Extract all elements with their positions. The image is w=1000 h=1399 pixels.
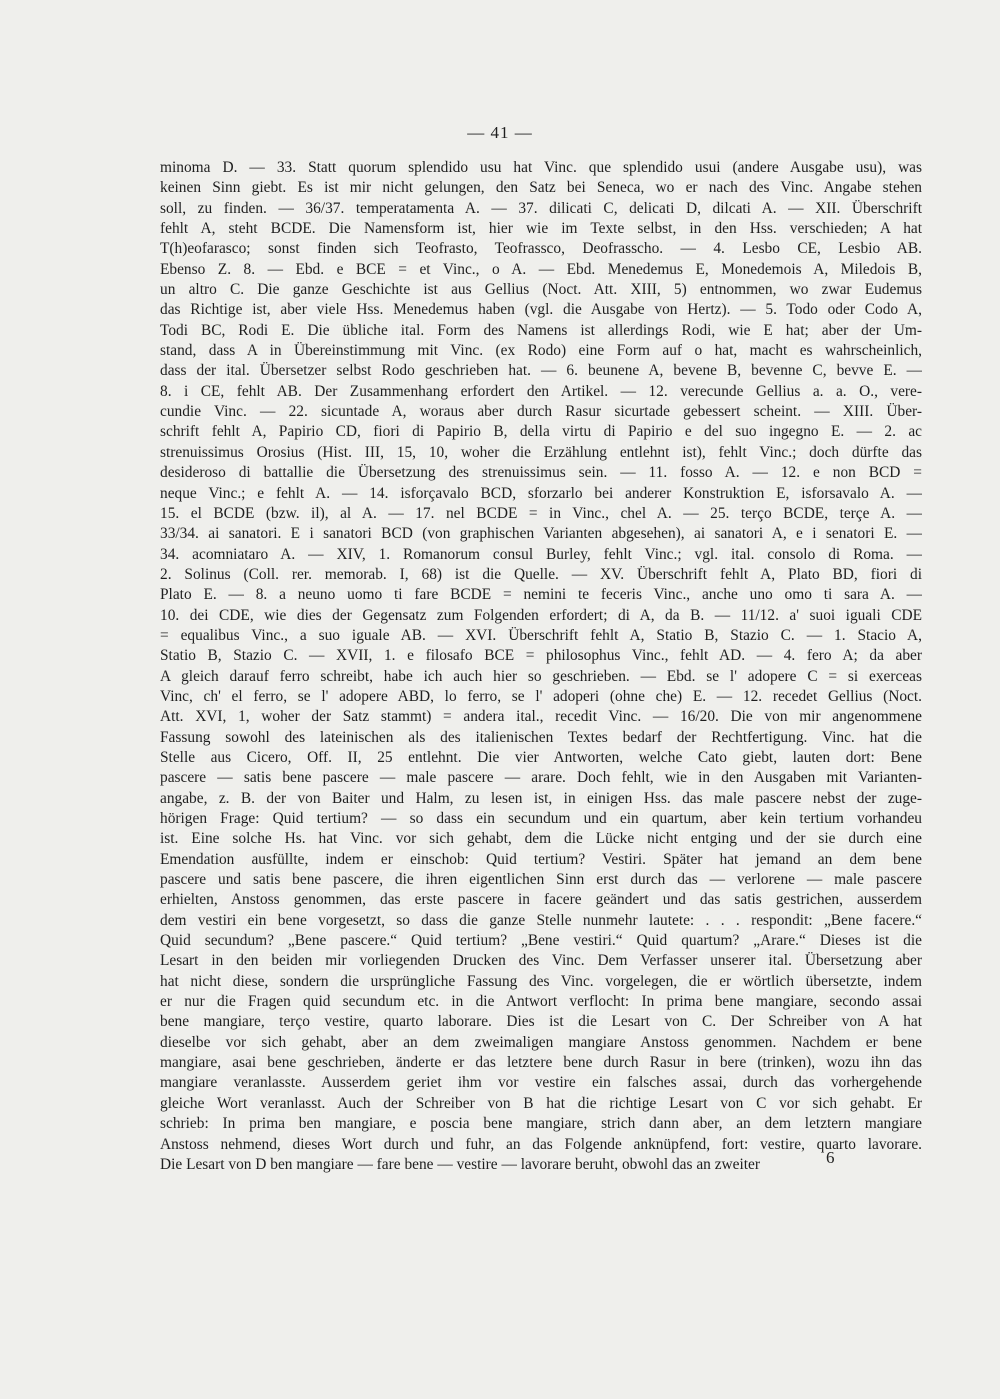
text-line: pascere und satis bene pascere, die ihren eigentlichen Sinn erst durch das — verlorene — male pascere — [160, 871, 922, 889]
text-line: Stelle aus Cicero, Off. II, 25 entlehnt. Die vier Antworten, welche Cato giebt, lauten dort: Bene — [160, 748, 922, 766]
text-line: T(h)eofarasco; sonst finden sich Teofrasto, Teofrassco, Deofrasscho. — 4. Lesbo CE, Lesbio AB. — [160, 240, 922, 258]
text-line: 33/34. ai sanatori. E i sanatori BCD (von graphischen Varianten abgesehen), ai sanatori A, e i senatori E. — — [160, 525, 922, 543]
text-line: pascere — satis bene pascere — male pascere — arare. Doch fehlt, wie in den Ausgaben mit Varianten- — [160, 769, 922, 787]
text-line: erhielten, Anstoss genommen, das erste pascere in facere geändert und das satis gestrichen, ausserdem — [160, 891, 922, 909]
text-line: Statio B, Stazio C. — XVII, 1. e filosafo BCE = philosophus Vinc., fehlt AD. — 4. fero A; da aber — [160, 647, 922, 665]
text-line: mangiare veranlasste. Ausserdem geriet ihm vor vestire ein falsches assai, durch das vorhergehende — [160, 1074, 922, 1092]
text-line: schrift fehlt A, Papirio CD, fiori di Papirio B, della virtu di Papirio e del suo ingegno E. — 2. ac — [160, 423, 922, 441]
text-line: 2. Solinus (Coll. rer. memorab. I, 68) ist die Quelle. — XV. Überschrift fehlt A, Plato BD, fiori di — [160, 565, 922, 583]
text-line: strenuissimus Orosius (Hist. III, 15, 10, woher die Erzählung entlehnt ist), fehlt Vinc.; doch dürfte das — [160, 443, 922, 461]
text-line: un altro C. Die ganze Geschichte ist aus Gellius (Noct. Att. XIII, 5) entnommen, wo zwar Eudemus — [160, 281, 922, 299]
text-line: ist. Eine solche Hs. hat Vinc. vor sich gehabt, dem die Lücke nicht entging und der sie durch eine — [160, 830, 922, 848]
text-line: Att. XVI, 1, woher der Satz stammt) = andera ital., recedit Vinc. — 16/20. Die von mir angenommene — [160, 708, 922, 726]
text-line: angabe, z. B. der von Baiter und Halm, zu lesen ist, in einigen Hss. das male pascere nebst der zuge- — [160, 789, 922, 807]
text-line: soll, zu finden. — 36/37. temperatamenta A. — 37. dilicati C, delicati D, dilcati A. — XII. Überschrift — [160, 199, 922, 217]
text-line: 34. acomniataro A. — XIV, 1. Romanorum consul Burley, fehlt Vinc.; vgl. ital. consolo di Roma. — — [160, 545, 922, 563]
body-text — [160, 158, 922, 1175]
signature-mark: 6 — [826, 1148, 835, 1167]
text-line: dem vestiri ein bene vorgesetzt, so dass die ganze Stelle nunmehr lautete: . . . respondit: „Bene facere.“ — [160, 911, 922, 929]
text-line: 8. i CE, fehlt AB. Der Zusammenhang erfordert den Artikel. — 12. verecunde Gellius a. a. O., vere- — [160, 382, 922, 400]
text-line: Emendation ausfüllte, indem er einschob: Quid tertium? Vestiri. Später hat jemand an dem bene — [160, 850, 922, 868]
text-line: A gleich darauf ferro schreibt, habe ich auch hier so geschrieben. — Ebd. se l' adopere C = si exerceas — [160, 667, 922, 685]
text-line: Plato E. — 8. a neuno uomo ti fare BCDE = nemini te feceris Vinc., anche uno omo ti sara A. — — [160, 586, 922, 604]
text-line: er nur die Fragen quid secundum etc. in die Antwort verflocht: In prima bene mangiare, secondo assai — [160, 993, 922, 1011]
text-line: = equalibus Vinc., a suo iguale AB. — XVI. Überschrift fehlt A, Statio B, Stazio C. — 1. Stacio A, — [160, 626, 922, 644]
text-line: dieselbe vor sich gehabt, aber an dem zweimaligen mangiare Anstoss genommen. Nachdem er bene — [160, 1033, 922, 1051]
text-line: keinen Sinn giebt. Es ist mir nicht gelungen, den Satz bei Seneca, wo er nach des Vinc. Angabe stehen — [160, 179, 922, 197]
text-line: desideroso di battallie die Übersetzung des strenuissimus sein. — 11. fosso A. — 12. e non BCD = — [160, 464, 922, 482]
text-line: Vinc, ch' el ferro, se l' adopere ABD, lo ferro, se l' adoperi (ohne che) E. — 12. recedet Gellius (Noct. — [160, 687, 922, 705]
text-line: das Richtige ist, aber viele Hss. Menedemus haben (vgl. die Ausgabe von Hertz). — 5. Todo oder Codo A, — [160, 301, 922, 319]
text-line: neque Vinc.; e fehlt A. — 14. isforçavalo BCD, sforzarlo bei anderer Konstruktion E, isforsavalo A. — — [160, 484, 922, 502]
text-line: stand, dass A in Übereinstimmung mit Vinc. (ex Rodo) eine Form auf o hat, macht es wahrscheinlich, — [160, 342, 922, 360]
text-line: mangiare, asai bene geschrieben, änderte er das letztere bene durch Rasur in bere (trinken), wozu ihn das — [160, 1054, 922, 1072]
text-line: Die Lesart von D ben mangiare — fare bene — vestire — lavorare beruht, obwohl das an zweiter — [160, 1155, 761, 1173]
text-line: schrieb: In prima ben mangiare, e poscia bene mangiare, strich dann aber, an dem letztern mangiare — [160, 1115, 922, 1133]
text-line: cundie Vinc. — 22. sicuntade A, woraus aber durch Rasur sicurtade gebessert scheint. — XIII. Über- — [160, 403, 922, 421]
text-line: bene mangiare, terço vestire, quarto laborare. Dies ist die Lesart von C. Der Schreiber von A hat — [160, 1013, 922, 1031]
text-line: 15. el BCDE (bzw. il), al A. — 17. nel BCDE = in Vinc., chel A. — 25. terço BCDE, terçe A. — — [160, 504, 922, 522]
text-line: hörigen Frage: Quid tertium? — so dass ein secundum und ein quartum, aber kein tertium vorhandeu — [160, 810, 922, 827]
text-line: Quid secundum? „Bene pascere.“ Quid tertium? „Bene vestiri.“ Quid quartum? „Arare.“ Dieses ist die — [160, 932, 922, 950]
text-line: Todi BC, Rodi E. Die übliche ital. Form des Namens ist allerdings Rodi, wie E hat; aber der Um- — [160, 321, 922, 339]
text-line: gleiche Wort veranlasst. Auch der Schreiber von B hat die richtige Lesart von C vor sich gehabt. Er — [160, 1094, 922, 1112]
text-line: 10. dei CDE, wie dies der Gegensatz zum Folgenden erfordert; di A, da B. — 11/12. a' suoi iguali CDE — [160, 606, 922, 624]
text-line: Lesart in den beiden mir vorliegenden Drucken des Vinc. Dem Verfasser unserer ital. Übersetzung aber — [160, 952, 922, 970]
text-line: fehlt A, steht BCDE. Die Namensform ist, hier wie im Texte selbst, in den Hss. verschieden; A hat — [160, 220, 922, 238]
text-line: hat nicht diese, sondern die ursprüngliche Fassung des Vinc. vorgelegen, die er wörtlich übersetzte, indem — [160, 972, 922, 990]
text-line: Fassung sowohl des lateinischen als des italienischen Textes bedarf der Rechtfertigung. Vinc. hat die — [160, 728, 922, 746]
text-line: Ebenso Z. 8. — Ebd. e BCE = et Vinc., o A. — Ebd. Menedemus E, Monedemois A, Miledois B, — [160, 260, 922, 278]
page-number: — 41 — — [467, 123, 533, 142]
text-line: dass der ital. Übersetzer selbst Rodo geschrieben hat. — 6. beunene A, bevene B, bevenne C, bevve E. — — [160, 362, 922, 380]
text-line: Anstoss nehmend, dieses Wort durch und fuhr, an das Folgende anknüpfend, fort: vestire, quarto lavorare. — [160, 1135, 922, 1153]
text-line: minoma D. — 33. Statt quorum splendido usu hat Vinc. que splendido usui (andere Ausgabe usu), was — [160, 159, 922, 176]
